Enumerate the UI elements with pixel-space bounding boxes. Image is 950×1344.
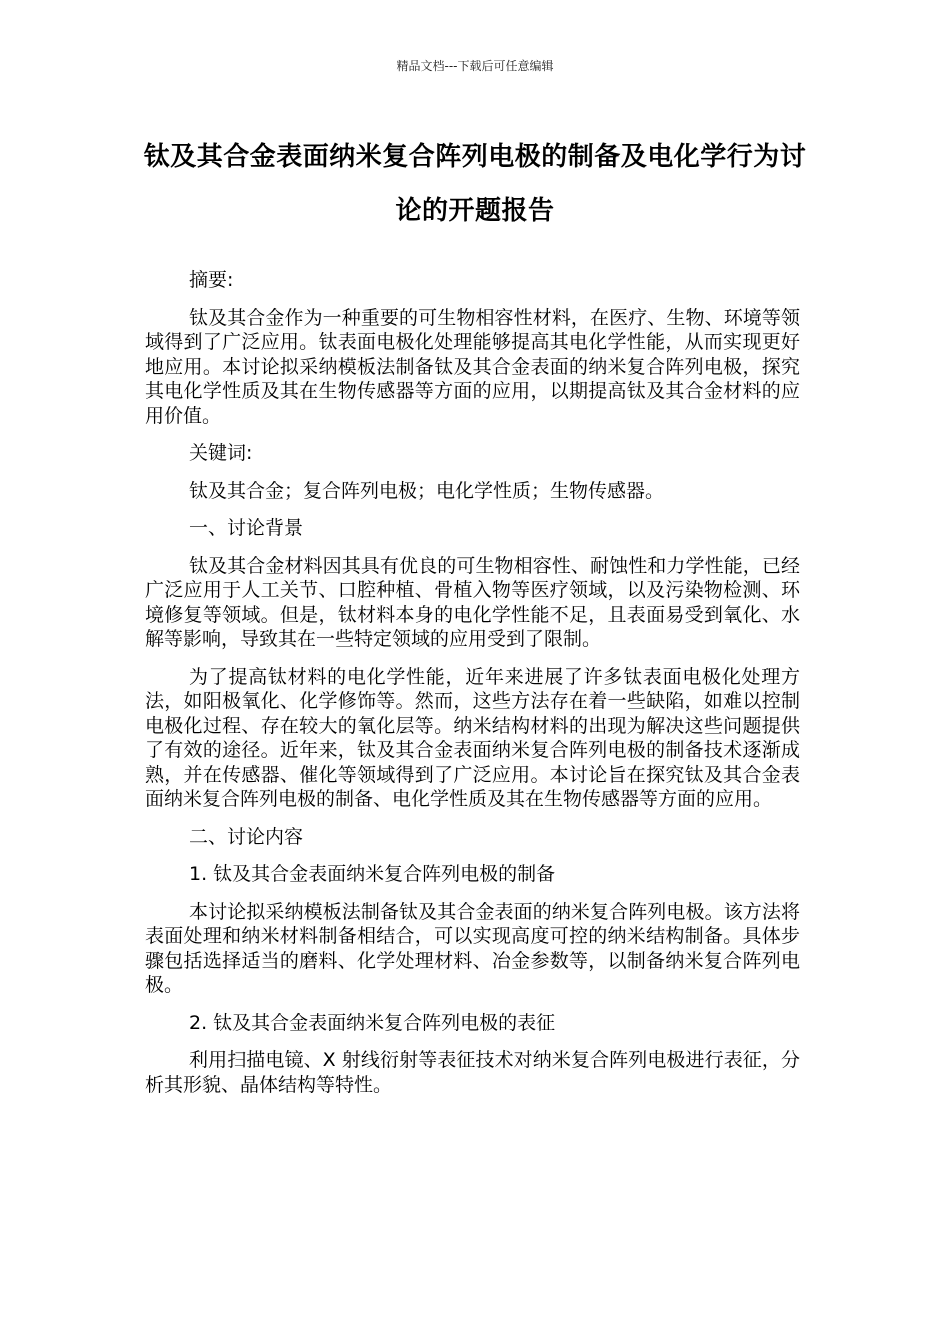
subsection-heading-preparation: 1. 钛及其合金表面纳米复合阵列电极的制备 <box>189 863 556 885</box>
document-body <box>145 268 800 1110</box>
background-paragraph-2: 为了提高钛材料的电化学性能，近年来进展了许多钛表面电极化处理方法，如阳极氧化、化学修饰等。然而，这些方法存在着一些缺陷，如难以控制电极化过程、存在较大的氧化层等。纳米结构材料的出现为解决这些问题提供了有效的途径。近年来，钛及其合金表面纳米复合阵列电极的制备技术逐渐成熟，并在传感器、催化等领域得到了广泛应用。本讨论旨在探究钛及其合金表面纳米复合阵列电极的制备、电化学性质及其在生物传感器等方面的应用。 <box>145 665 800 810</box>
page-header: 精品文档---下载后可任意编辑 <box>396 59 554 73</box>
background-paragraph-1: 钛及其合金材料因其具有优良的可生物相容性、耐蚀性和力学性能，已经广泛应用于人工关节、口腔种植、骨植入物等医疗领域，以及污染物检测、环境修复等领域。但是，钛材料本身的电化学性能不足，且表面易受到氧化、水解等影响，导致其在一些特定领域的应用受到了限制。 <box>145 554 800 650</box>
section-heading-content: 二、讨论内容 <box>189 825 304 848</box>
characterization-paragraph: 利用扫描电镜、X 射线衍射等表征技术对纳米复合阵列电极进行表征，分析其形貌、晶体结构等特性。 <box>145 1049 800 1096</box>
document-title: 钛及其合金表面纳米复合阵列电极的制备及电化学行为讨论的开题报告 <box>143 142 807 226</box>
keywords-paragraph: 钛及其合金；复合阵列电极；电化学性质；生物传感器。 <box>189 479 665 502</box>
keywords-label: 关键词: <box>189 442 253 464</box>
section-heading-background: 一、讨论背景 <box>189 517 304 539</box>
abstract-paragraph: 钛及其合金作为一种重要的可生物相容性材料，在医疗、生物、环境等领域得到了广泛应用。钛表面电极化处理能够提高其电化学性能，从而实现更好地应用。本讨论拟采纳模板法制备钛及其合金表面的纳米复合阵列电极，探究其电化学性质及其在生物传感器等方面的应用，以期提高钛及其合金材料的应用价值。 <box>145 306 800 427</box>
abstract-label: 摘要: <box>189 269 234 291</box>
subsection-heading-characterization: 2. 钛及其合金表面纳米复合阵列电极的表征 <box>189 1011 556 1034</box>
preparation-paragraph: 本讨论拟采纳模板法制备钛及其合金表面的纳米复合阵列电极。该方法将表面处理和纳米材料制备相结合，可以实现高度可控的纳米结构制备。具体步骤包括选择适当的磨料、化学处理材料、冶金参数等，以制备纳米复合阵列电极。 <box>145 900 800 996</box>
